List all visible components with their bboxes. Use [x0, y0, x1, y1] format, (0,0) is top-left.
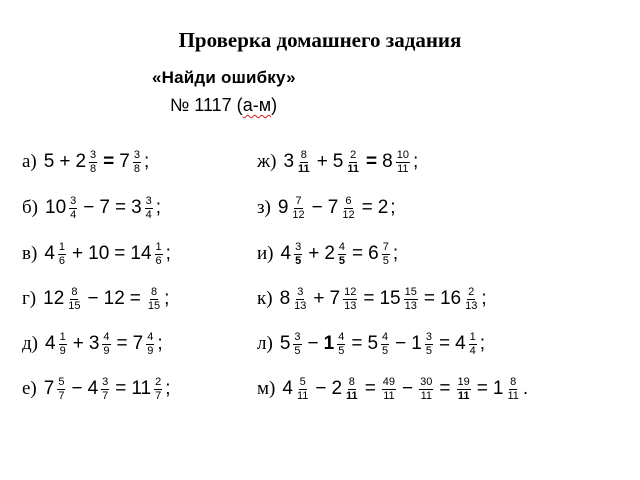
numerator: 2 [350, 148, 357, 161]
denominator: 11 [346, 389, 358, 402]
denominator: 5 [294, 344, 301, 357]
fraction [457, 377, 471, 402]
end-mark: ; [481, 288, 487, 309]
end-mark: ; [165, 243, 171, 264]
end-mark: ; [412, 151, 419, 172]
eq-label: и) [257, 243, 274, 264]
term: 7 [43, 378, 55, 399]
fraction [341, 196, 355, 221]
operator: + [316, 151, 328, 172]
fraction [419, 377, 433, 402]
equals: = [352, 243, 364, 264]
denominator: 9 [103, 344, 110, 357]
fraction [69, 196, 77, 221]
term: 6 [368, 243, 379, 264]
denominator: 11 [347, 162, 360, 175]
equals: = [116, 333, 128, 354]
term: 7 [327, 197, 339, 218]
term: 4 [280, 243, 292, 264]
equation-k [257, 277, 488, 321]
denominator: 9 [147, 344, 154, 357]
operator: − [83, 197, 95, 218]
numerator: 2 [468, 285, 475, 298]
equation-z [257, 186, 397, 230]
term: 2 [331, 378, 343, 399]
denominator: 9 [59, 344, 66, 357]
fraction [59, 332, 67, 357]
fraction [155, 242, 163, 267]
fraction [145, 196, 153, 221]
eq-label: л) [257, 333, 273, 354]
eq-label: а) [22, 151, 37, 172]
eq-label: з) [257, 197, 271, 218]
denominator: 4 [145, 208, 152, 221]
end-mark: ; [392, 243, 399, 264]
term: 10 [45, 197, 67, 218]
denominator: 5 [295, 254, 302, 267]
equals: = [129, 288, 141, 309]
numerator: 6 [345, 194, 352, 207]
term: 3 [88, 333, 100, 354]
numerator: 3 [90, 148, 97, 161]
numerator: 3 [70, 194, 77, 207]
numerator: 12 [344, 285, 357, 298]
term: 4 [45, 333, 56, 354]
fraction [382, 377, 396, 402]
fraction [89, 150, 97, 175]
eq-label: к) [257, 288, 273, 309]
numerator: 3 [295, 240, 302, 253]
fraction [337, 332, 345, 357]
numerator: 49 [382, 375, 396, 388]
numerator: 4 [338, 330, 345, 343]
term: 1 [411, 333, 422, 354]
task-close: ) [271, 95, 278, 115]
denominator: 4 [469, 344, 476, 357]
term: 12 [43, 288, 65, 309]
fraction [396, 150, 410, 175]
term: 5 [279, 333, 291, 354]
fraction [147, 287, 161, 312]
denominator: 5 [382, 254, 389, 267]
denominator: 8 [133, 162, 140, 175]
equation-d [22, 322, 164, 366]
fraction [154, 377, 162, 402]
denominator: 11 [298, 162, 310, 175]
subtitle: «Найди ошибку» [152, 68, 296, 87]
numerator: 1 [59, 330, 66, 343]
numerator: 19 [457, 375, 470, 388]
equation-i [257, 232, 399, 276]
equation-b [22, 186, 162, 230]
fraction [296, 377, 309, 402]
numerator: 3 [102, 375, 109, 388]
fraction [293, 332, 301, 357]
fraction [345, 377, 359, 402]
numerator: 8 [348, 375, 355, 388]
term: 7 [132, 333, 144, 354]
denominator: 13 [404, 299, 417, 312]
eq-label: ж) [257, 151, 277, 172]
denominator: 5 [338, 254, 346, 267]
denominator: 5 [382, 344, 389, 357]
term: 5 [43, 151, 55, 172]
term: 8 [382, 151, 393, 172]
numerator: 4 [147, 330, 154, 343]
denominator: 11 [296, 389, 309, 402]
numerator: 7 [295, 194, 302, 207]
equals: = [364, 378, 376, 399]
numerator: 3 [133, 148, 140, 161]
equation-m [257, 367, 529, 411]
task-number [170, 95, 277, 116]
denominator: 11 [397, 162, 409, 175]
fraction [57, 377, 65, 402]
eq-label: г) [22, 288, 37, 309]
denominator: 13 [465, 299, 478, 312]
term: 9 [277, 197, 289, 218]
equals: = [115, 378, 127, 399]
operator: + [308, 243, 320, 264]
denominator: 7 [58, 389, 65, 402]
term: 7 [329, 288, 341, 309]
term: 1 [323, 333, 335, 354]
eq-label: в) [22, 243, 38, 264]
denominator: 13 [344, 299, 357, 312]
denominator: 8 [90, 162, 97, 175]
fraction [464, 287, 478, 312]
operator: − [315, 378, 327, 399]
operator: + [59, 151, 71, 172]
end-mark: ; [390, 197, 396, 218]
denominator: 12 [292, 208, 305, 221]
operator: − [395, 333, 407, 354]
equals: = [114, 243, 126, 264]
term: 4 [87, 378, 99, 399]
equals: = [366, 151, 378, 172]
fraction [133, 150, 141, 175]
denominator: 4 [70, 208, 77, 221]
term: 15 [379, 288, 401, 309]
fraction [102, 332, 110, 357]
term: 14 [130, 243, 152, 264]
numerator: 5 [299, 375, 306, 388]
eq-label: м) [257, 378, 276, 399]
equals: = [361, 197, 373, 218]
equation-l [257, 322, 486, 366]
term: 2 [377, 197, 389, 218]
term: 7 [119, 151, 130, 172]
term: 10 [88, 243, 110, 264]
eq-label: б) [22, 197, 38, 218]
denominator: 13 [294, 299, 307, 312]
denominator: 15 [68, 299, 81, 312]
equals: = [438, 333, 451, 354]
operator: − [87, 288, 99, 309]
term: 12 [103, 288, 125, 309]
numerator: 1 [469, 330, 476, 343]
end-mark: . [522, 378, 529, 399]
term: 11 [131, 378, 152, 399]
fraction [381, 332, 389, 357]
term: 4 [44, 243, 55, 264]
term: 3 [131, 197, 142, 218]
fraction [294, 242, 302, 267]
denominator: 11 [507, 389, 519, 402]
end-mark: ; [157, 333, 163, 354]
end-mark: ; [479, 333, 486, 354]
denominator: 6 [58, 254, 66, 267]
fraction [343, 287, 357, 312]
operator: − [311, 197, 323, 218]
fraction [291, 196, 305, 221]
denominator: 7 [155, 389, 162, 402]
fraction [297, 150, 311, 175]
eq-label: д) [22, 333, 38, 354]
end-mark: ; [155, 197, 162, 218]
fraction [67, 287, 81, 312]
end-mark: ; [143, 151, 150, 172]
operator: − [71, 378, 83, 399]
term: 3 [283, 151, 295, 172]
fraction [404, 287, 418, 312]
fraction [382, 242, 390, 267]
numerator: 10 [396, 148, 409, 161]
page-title: Проверка домашнего задания [178, 28, 462, 52]
eq-label: е) [22, 378, 37, 399]
denominator: 5 [338, 344, 345, 357]
fraction [425, 332, 433, 357]
denominator: 7 [102, 389, 109, 402]
numerator: 7 [382, 240, 389, 253]
fraction [346, 150, 360, 175]
term: 8 [279, 288, 291, 309]
numerator: 8 [510, 375, 517, 388]
denominator: 15 [147, 299, 161, 312]
equals: = [423, 288, 435, 309]
numerator: 4 [382, 330, 389, 343]
operator: − [402, 378, 414, 399]
operator: + [313, 288, 325, 309]
equation-v [22, 232, 172, 276]
term: 5 [367, 333, 379, 354]
operator: − [307, 333, 319, 354]
term: 16 [439, 288, 462, 309]
fraction [58, 242, 66, 267]
equals: = [351, 333, 363, 354]
numerator: 1 [58, 240, 66, 253]
numerator: 15 [404, 285, 417, 298]
task-number-text: № 1117 ( [170, 95, 243, 115]
denominator: 11 [457, 389, 470, 402]
equation-g [22, 277, 170, 321]
numerator: 3 [294, 330, 301, 343]
numerator: 1 [155, 240, 162, 253]
term: 4 [455, 333, 466, 354]
end-mark: ; [164, 288, 170, 309]
task-range: а-м [242, 95, 272, 115]
denominator: 6 [155, 254, 162, 267]
fraction [506, 377, 519, 402]
numerator: 5 [58, 375, 65, 388]
end-mark: ; [165, 378, 171, 399]
fraction [338, 242, 346, 267]
equals: = [439, 378, 451, 399]
numerator: 3 [145, 194, 152, 207]
term: 5 [332, 151, 344, 172]
term: 2 [324, 243, 335, 264]
numerator: 4 [103, 330, 110, 343]
operator: + [72, 333, 84, 354]
term: 4 [282, 378, 293, 399]
equals: = [114, 197, 127, 218]
equals: = [476, 378, 488, 399]
term: 7 [99, 197, 110, 218]
term: 2 [75, 151, 87, 172]
denominator: 5 [425, 344, 432, 357]
numerator: 4 [338, 240, 346, 253]
equation-a [22, 140, 150, 184]
fraction [469, 332, 477, 357]
numerator: 8 [300, 148, 307, 161]
fraction [146, 332, 154, 357]
denominator: 11 [420, 389, 432, 402]
numerator: 3 [297, 285, 304, 298]
denominator: 12 [342, 208, 355, 221]
numerator: 30 [420, 375, 433, 388]
term: 1 [492, 378, 504, 399]
denominator: 11 [383, 389, 395, 402]
numerator: 8 [150, 285, 158, 298]
numerator: 3 [425, 330, 432, 343]
equals: = [103, 151, 115, 172]
equation-zh [257, 140, 419, 184]
operator: + [72, 243, 84, 264]
numerator: 8 [71, 285, 78, 298]
equals: = [363, 288, 375, 309]
fraction [101, 377, 109, 402]
fraction [293, 287, 307, 312]
equation-e [22, 367, 172, 411]
numerator: 2 [155, 375, 162, 388]
